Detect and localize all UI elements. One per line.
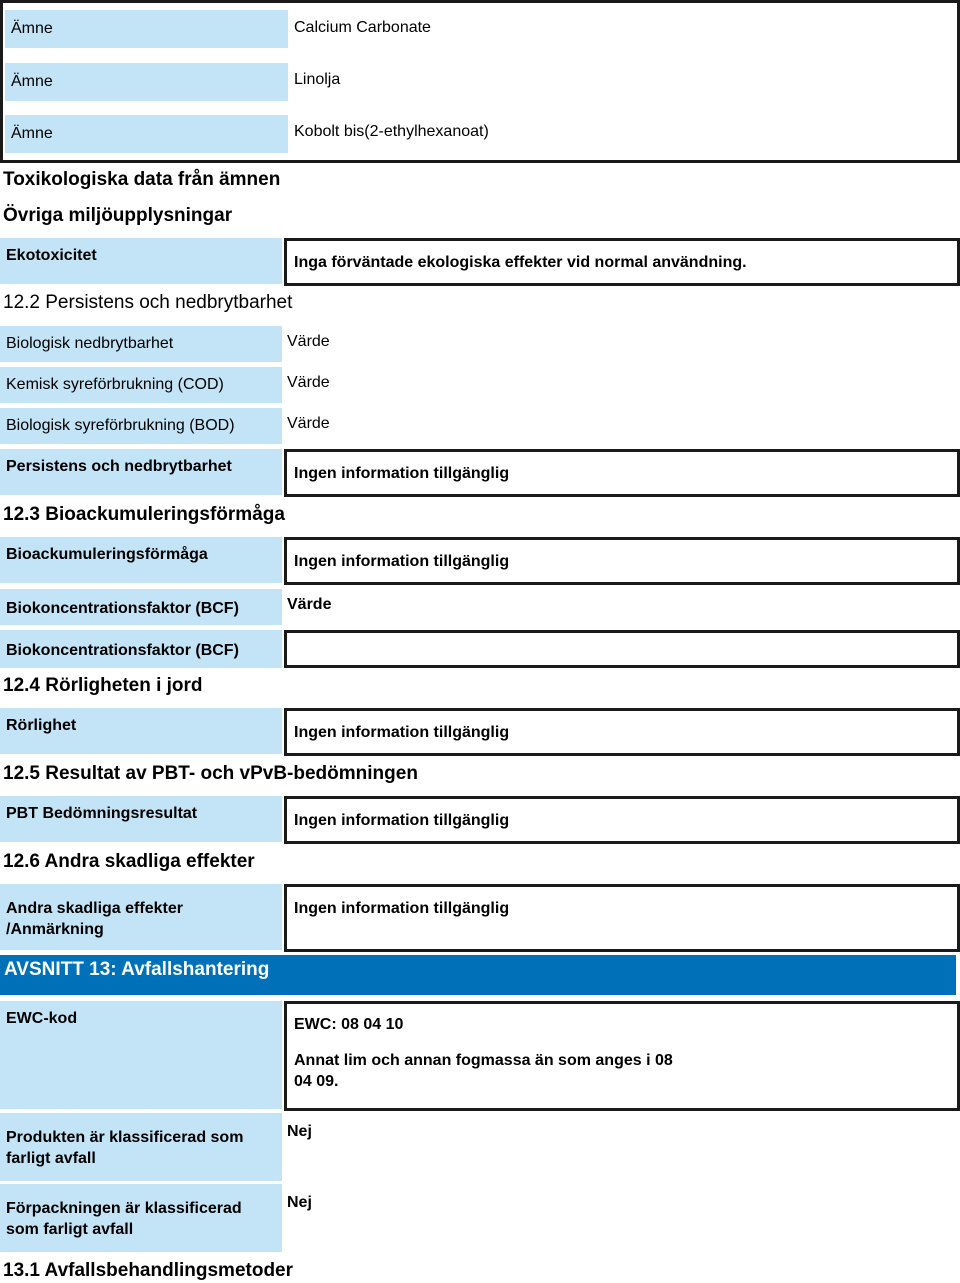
s12-3-label: Biokoncentrationsfaktor (BCF) [0, 630, 282, 668]
s12-3-heading: 12.3 Bioackumuleringsförmåga [3, 504, 285, 525]
s12-3-value: Ingen information tillgänglig [294, 553, 510, 570]
substance-value: Kobolt bis(2-ethylhexanoat) [294, 123, 489, 140]
s12-2-value: Värde [287, 374, 330, 391]
s12-6-heading: 12.6 Andra skadliga effekter [3, 851, 255, 872]
packaging-waste-label-line1: Förpackningen är klassificerad [6, 1200, 242, 1217]
s12-4-heading: 12.4 Rörligheten i jord [3, 675, 203, 696]
s12-2-label: Biologisk nedbrytbarhet [0, 326, 282, 362]
s12-6-label [0, 884, 282, 950]
ewc-description [294, 1050, 673, 1092]
bcf-value-box [284, 630, 960, 668]
tox-heading: Toxikologiska data från ämnen [3, 169, 281, 190]
s12-6-value: Ingen information tillgänglig [294, 900, 510, 917]
ewc-description-line1: Annat lim och annan fogmassa än som anges i 08 [294, 1052, 673, 1069]
s12-5-heading: 12.5 Resultat av PBT- och vPvB-bedömningen [3, 763, 418, 784]
s12-2-label: Persistens och nedbrytbarhet [0, 449, 282, 495]
ecotox-label: Ekotoxicitet [0, 238, 282, 284]
s12-4-label: Rörlighet [0, 708, 282, 754]
s12-2-value: Värde [287, 333, 330, 350]
ecotox-value: Inga förväntade ekologiska effekter vid normal användning. [294, 254, 747, 271]
product-waste-label-line2: farligt avfall [6, 1150, 96, 1167]
packaging-waste-value: Nej [287, 1194, 312, 1211]
s12-2-label: Kemisk syreförbrukning (COD) [0, 367, 282, 403]
s12-4-value: Ingen information tillgänglig [294, 724, 510, 741]
s12-2-value: Ingen information tillgänglig [294, 465, 510, 482]
s12-3-label: Biokoncentrationsfaktor (BCF) [0, 589, 282, 625]
env-heading: Övriga miljöupplysningar [3, 205, 233, 226]
substance-label: Ämne [5, 115, 288, 153]
product-waste-label-line1: Produkten är klassificerad som [6, 1129, 244, 1146]
s13-1-heading: 13.1 Avfallsbehandlingsmetoder [3, 1260, 294, 1281]
substance-value: Linolja [294, 71, 341, 88]
s12-2-label: Biologisk syreförbrukning (BOD) [0, 408, 282, 444]
s12-3-label: Bioackumuleringsförmåga [0, 537, 282, 583]
substance-value: Calcium Carbonate [294, 19, 431, 36]
s12-6-label-line1: Andra skadliga effekter [6, 900, 183, 917]
packaging-waste-label-line2: som farligt avfall [6, 1221, 134, 1238]
ewc-description-line2: 04 09. [294, 1073, 339, 1090]
other-effects-value-box [284, 884, 960, 952]
packaging-waste-label [0, 1184, 282, 1252]
s12-2-heading: 12.2 Persistens och nedbrytbarhet [3, 292, 293, 313]
product-waste-value: Nej [287, 1123, 312, 1140]
ewc-label: EWC-kod [0, 1001, 282, 1109]
s12-2-value: Värde [287, 415, 330, 432]
substance-label: Ämne [5, 10, 288, 48]
ewc-code: EWC: 08 04 10 [294, 1016, 404, 1033]
s12-3-value: Värde [287, 596, 332, 613]
s12-5-label: PBT Bedömningsresultat [0, 796, 282, 842]
substance-label: Ämne [5, 63, 288, 101]
product-waste-label [0, 1113, 282, 1181]
s12-6-label-line2: /Anmärkning [6, 921, 104, 938]
section-13-title: AVSNITT 13: Avfallshantering [0, 955, 956, 995]
s12-5-value: Ingen information tillgänglig [294, 812, 510, 829]
